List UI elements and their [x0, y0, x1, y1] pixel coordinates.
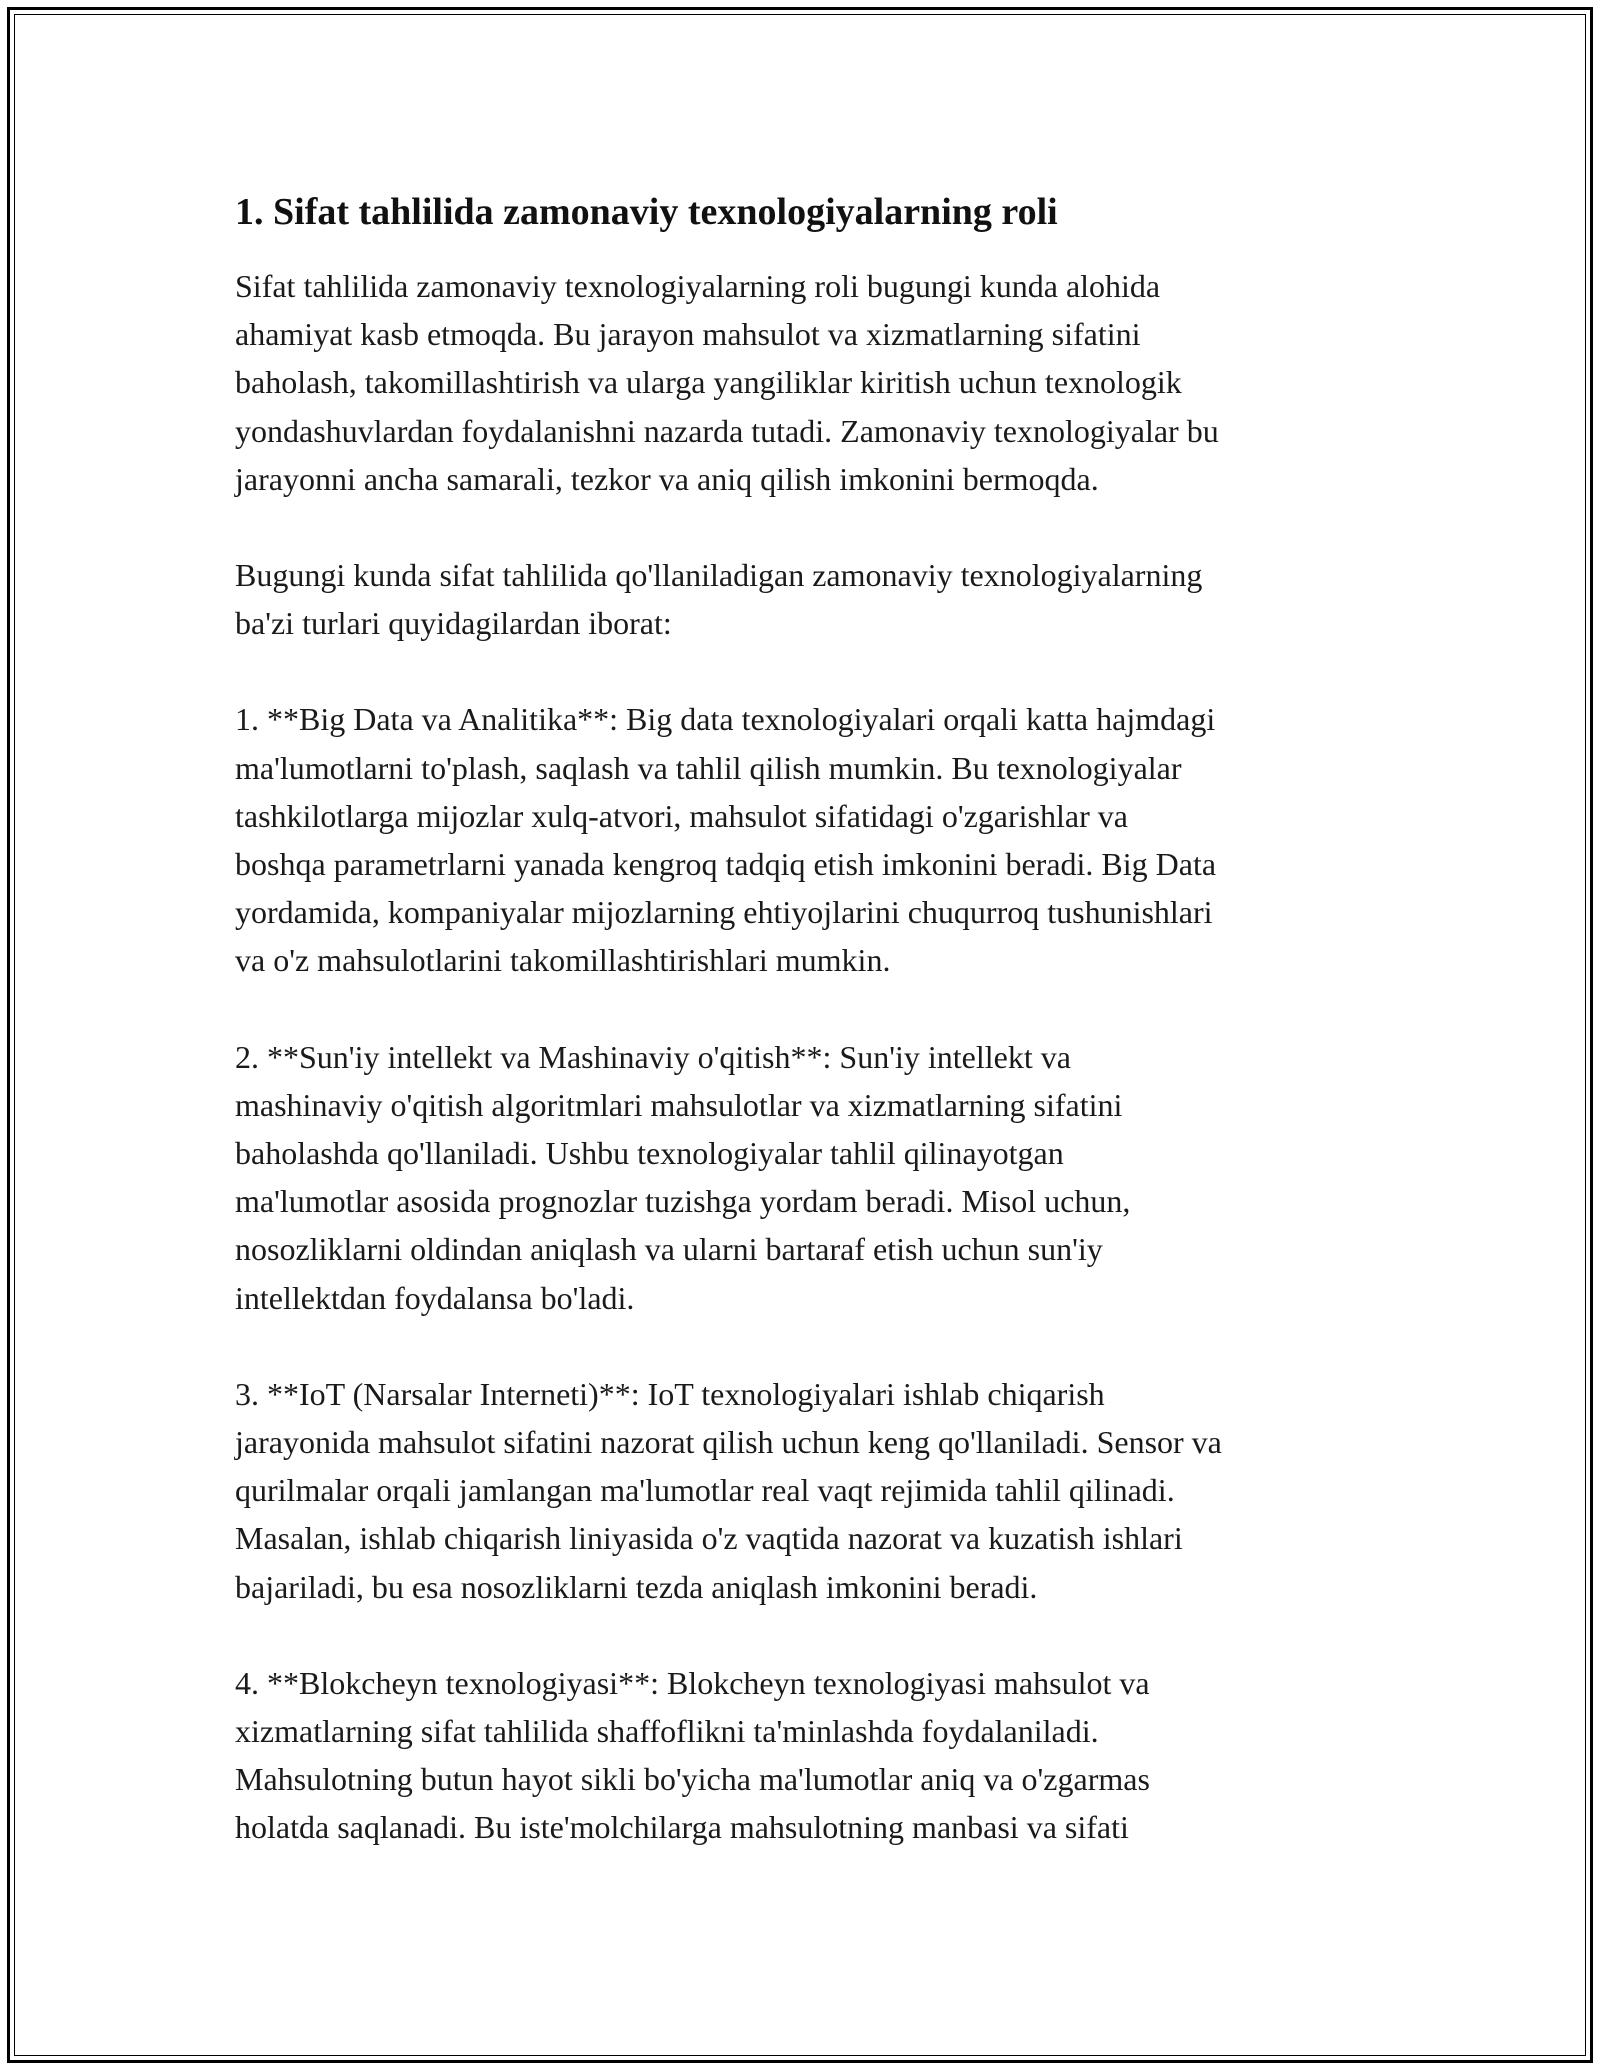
- text-line: Mahsulotning butun hayot sikli bo'yicha ma'lumotlar aniq va o'zgarmas: [235, 1761, 1150, 1798]
- text-line: tashkilotlarga mijozlar xulq-atvori, mahsulot sifatidagi o'zgarishlar va: [235, 797, 1128, 834]
- text-line: boshqa parametrlarni yanada kengroq tadqiq etish imkonini beradi. Big Data: [235, 846, 1217, 883]
- text-line: holatda saqlanadi. Bu iste'molchilarga mahsulotning manbasi va sifati: [235, 1809, 1129, 1846]
- text-line: 3. **IoT (Narsalar Interneti)**: IoT texnologiyalari ishlab chiqarish: [235, 1375, 1105, 1412]
- text-line: Masalan, ishlab chiqarish liniyasida o'z vaqtida nazorat va kuzatish ishlari: [235, 1520, 1183, 1557]
- paragraph-list-intro: [235, 551, 1375, 647]
- text-line: intellektdan foydalansa bo'ladi.: [235, 1279, 635, 1316]
- text-line: 4. **Blokcheyn texnologiyasi**: Blokcheyn texnologiyasi mahsulot va: [235, 1664, 1150, 1701]
- text-line: ma'lumotlarni to'plash, saqlash va tahlil qilish mumkin. Bu texnologiyalar: [235, 749, 1182, 786]
- text-line: baholash, takomillashtirish va ularga yangiliklar kiritish uchun texnologik: [235, 364, 1182, 401]
- text-line: nosozliklarni oldindan aniqlash va ularni bartaraf etish uchun sun'iy: [235, 1231, 1103, 1268]
- text-line: va o'z mahsulotlarini takomillashtirishlari mumkin.: [235, 942, 891, 979]
- text-line: jarayonida mahsulot sifatini nazorat qilish uchun keng qo'llaniladi. Sensor va: [235, 1424, 1222, 1461]
- document-title: 1. Sifat tahlilida zamonaviy texnologiyalarning roli: [235, 191, 1058, 233]
- text-line: Bugungi kunda sifat tahlilida qo'llaniladigan zamonaviy texnologiyalarning: [235, 557, 1203, 594]
- paragraph-item-iot: [235, 1370, 1375, 1611]
- text-line: ma'lumotlar asosida prognozlar tuzishga yordam beradi. Misol uchun,: [235, 1183, 1131, 1220]
- text-line: xizmatlarning sifat tahlilida shaffoflikni ta'minlashda foydalaniladi.: [235, 1713, 1099, 1750]
- paragraph-intro: [235, 262, 1375, 503]
- text-line: yordamida, kompaniyalar mijozlarning ehtiyojlarini chuqurroq tushunishlari: [235, 894, 1213, 931]
- text-line: yondashuvlardan foydalanishni nazarda tutadi. Zamonaviy texnologiyalar bu: [235, 412, 1219, 449]
- text-line: 2. **Sun'iy intellekt va Mashinaviy o'qitish**: Sun'iy intellekt va: [235, 1038, 1071, 1075]
- document-body: [235, 186, 1375, 1900]
- text-line: 1. **Big Data va Analitika**: Big data texnologiyalari orqali katta hajmdagi: [235, 701, 1216, 738]
- paragraph-item-blockchain: [235, 1659, 1375, 1852]
- text-line: baholashda qo'llaniladi. Ushbu texnologiyalar tahlil qilinayotgan: [235, 1135, 1064, 1172]
- paragraph-item-ai: [235, 1033, 1375, 1322]
- text-line: jarayonni ancha samarali, tezkor va aniq qilish imkonini bermoqda.: [235, 460, 1099, 497]
- text-line: ba'zi turlari quyidagilardan iborat:: [235, 605, 672, 642]
- text-line: mashinaviy o'qitish algoritmlari mahsulotlar va xizmatlarning sifatini: [235, 1086, 1123, 1123]
- text-line: qurilmalar orqali jamlangan ma'lumotlar real vaqt rejimida tahlil qilinadi.: [235, 1472, 1175, 1509]
- text-line: bajariladi, bu esa nosozliklarni tezda aniqlash imkonini beradi.: [235, 1568, 1038, 1605]
- paragraph-item-big-data: [235, 695, 1375, 984]
- text-line: ahamiyat kasb etmoqda. Bu jarayon mahsulot va xizmatlarning sifatini: [235, 316, 1141, 353]
- text-line: Sifat tahlilida zamonaviy texnologiyalarning roli bugungi kunda alohida: [235, 268, 1161, 304]
